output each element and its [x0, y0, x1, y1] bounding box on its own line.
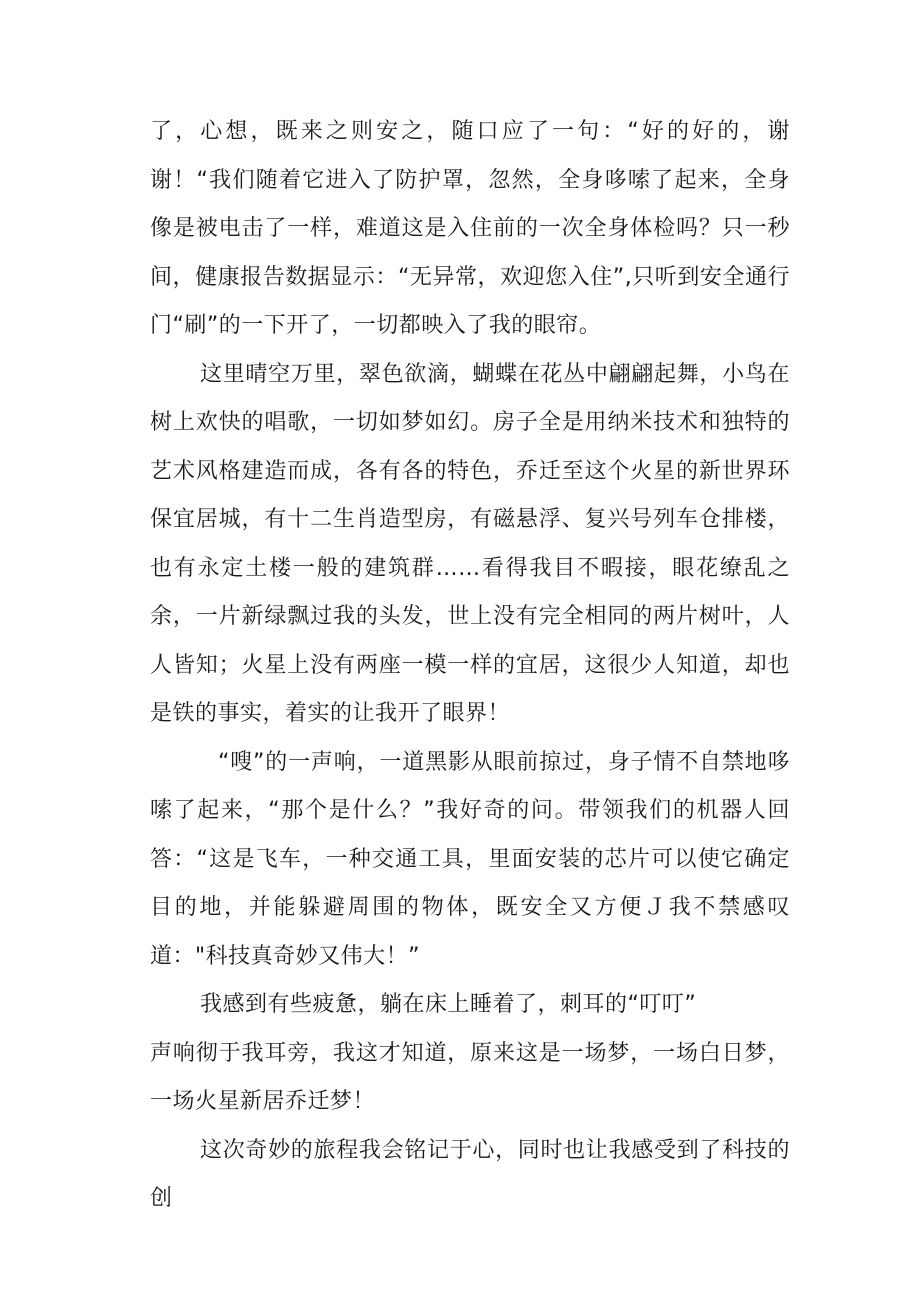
document-body [150, 108, 790, 1224]
paragraph-5: 声响彻于我耳旁，我这才知道，原来这是一场梦，一场白日梦，一场火星新居乔迁梦！ [150, 1040, 790, 1114]
paragraph-6: 这次奇妙的旅程我会铭记于心，同时也让我感受到了科技的创 [150, 1137, 790, 1211]
paragraph-3: “嗖”的一声响，一道黑影从眼前掠过，身子情不自禁地哆嗦了起来，“那个是什么？”我好奇的问。带领我们的机器人回答：“这是飞车，一种交通工具，里面安装的芯片可以使它确定目的地，并能躲避周围的物体，既安全又方便Ｊ我不禁感叹道："科技真奇妙又伟大！” [150, 749, 790, 969]
paragraph-1: 了，心想，既来之则安之，随口应了一句：“好的好的，谢谢！“我们随着它进入了防护罩，忽然，全身哆嗦了起来，全身像是被电击了一样，难道这是入住前的一次全身体检吗？只一秒间，健康报告数据显示：“无异常，欢迎您入住”,只听到安全通行门“刷”的一下开了，一切都映入了我的眼帘。 [150, 119, 790, 338]
paragraph-4: 我感到有些疲惫，躺在床上睡着了，刺耳的“叮叮” [200, 992, 697, 1017]
paragraph-2: 这里晴空万里，翠色欲滴，蝴蝶在花丛中翩翩起舞，小鸟在树上欢快的唱歌，一切如梦如幻。房子全是用纳米技术和独特的艺术风格建造而成，各有各的特色，乔迁至这个火星的新世界环保宜居城，有十二生肖造型房，有磁悬浮、复兴号列车仓排楼，也有永定土楼一般的建筑群……看得我目不暇接，眼花缭乱之余，一片新绿飘过我的头发，世上没有完全相同的两片树叶，人人皆知；火星上没有两座一模一样的宜居，这很少人知道，却也是铁的事实，着实的让我开了眼界！ [150, 361, 790, 726]
